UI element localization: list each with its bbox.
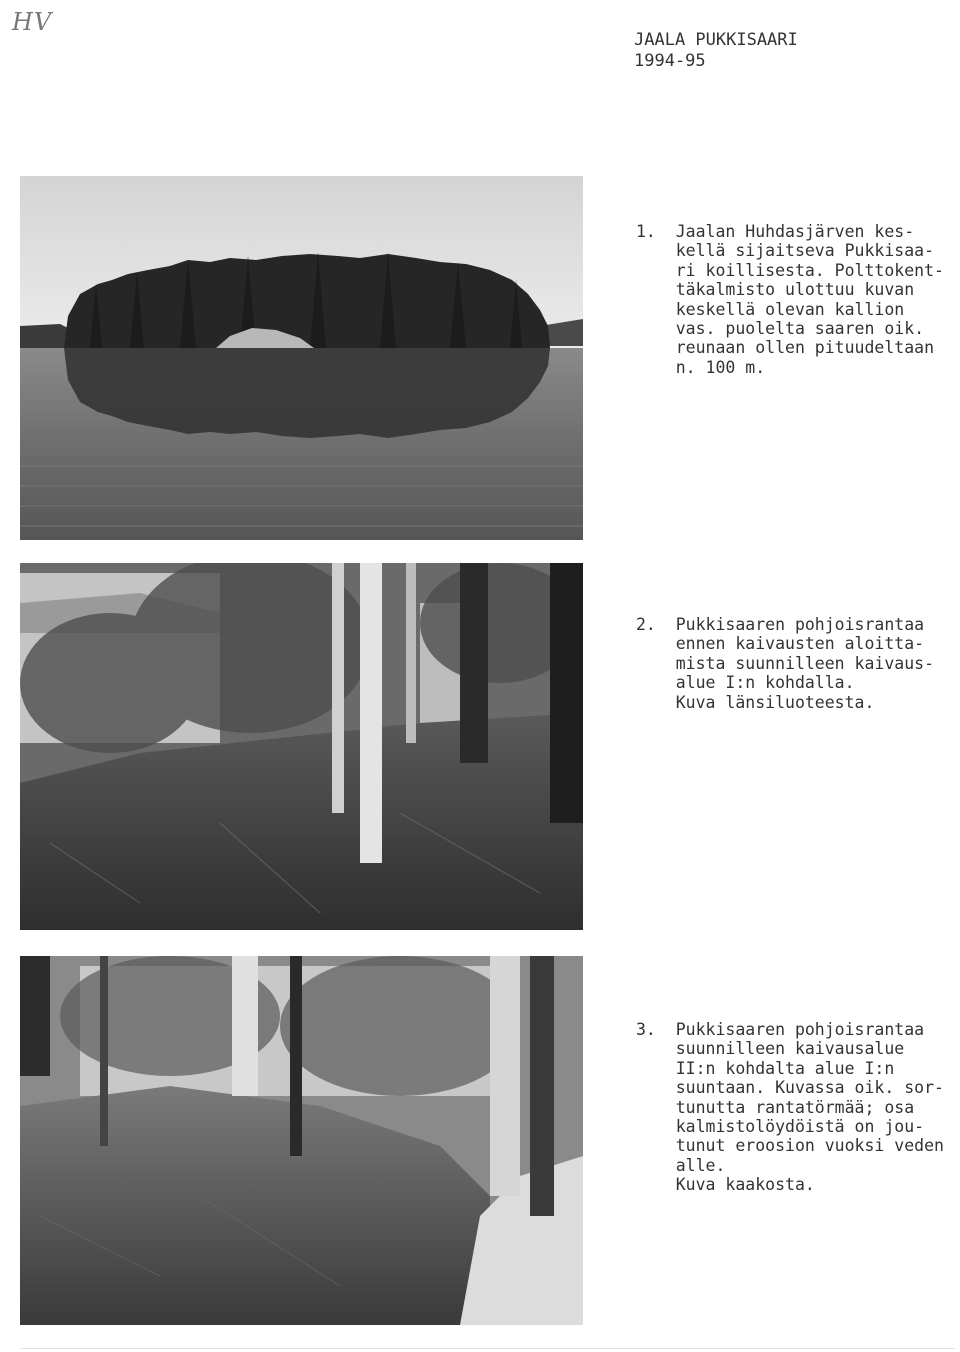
document-years: 1994-95 (634, 51, 706, 71)
caption-line: II:n kohdalta alue I:n (636, 1058, 895, 1078)
photo-north-shore-area-II (20, 956, 583, 1325)
caption-line: 2. Pukkisaaren pohjoisrantaa (636, 615, 925, 634)
caption-2 (636, 615, 934, 712)
photo-island-lake (20, 176, 583, 540)
caption-line: n. 100 m. (636, 357, 766, 377)
document-title: JAALA PUKKISAARI (634, 30, 798, 50)
page-edge-line (20, 1348, 955, 1349)
caption-line: alle. (636, 1155, 726, 1175)
handwritten-annotation: HV (12, 8, 53, 36)
caption-line: 1. Jaalan Huhdasjärven kes- (636, 222, 915, 241)
caption-line: ennen kaivausten aloitta- (636, 634, 925, 654)
photo-north-shore-before (20, 563, 583, 930)
caption-line: mista suunnilleen kaivaus- (636, 653, 935, 673)
caption-line: Kuva kaakosta. (636, 1175, 815, 1195)
caption-line: alue I:n kohdalla. (636, 673, 855, 693)
caption-1 (636, 222, 944, 377)
caption-line: kellä sijaitseva Pukkisaa- (636, 241, 935, 261)
document-header (634, 30, 798, 72)
caption-line: Kuva länsiluoteesta. (636, 692, 875, 712)
caption-line: tunutta rantatörmää; osa (636, 1097, 915, 1117)
caption-line: kalmistolöydöistä on jou- (636, 1117, 925, 1137)
caption-line: tunut eroosion vuoksi veden (636, 1136, 944, 1156)
caption-3 (636, 1020, 944, 1195)
caption-line: täkalmisto ulottuu kuvan (636, 280, 915, 300)
caption-line: 3. Pukkisaaren pohjoisrantaa (636, 1020, 925, 1039)
caption-line: suuntaan. Kuvassa oik. sor- (636, 1078, 944, 1098)
caption-line: ri koillisesta. Polttokent- (636, 260, 944, 280)
caption-line: vas. puolelta saaren oik. (636, 319, 925, 339)
caption-line: keskellä olevan kallion (636, 299, 905, 319)
caption-line: reunaan ollen pituudeltaan (636, 338, 935, 358)
caption-line: suunnilleen kaivausalue (636, 1039, 905, 1059)
